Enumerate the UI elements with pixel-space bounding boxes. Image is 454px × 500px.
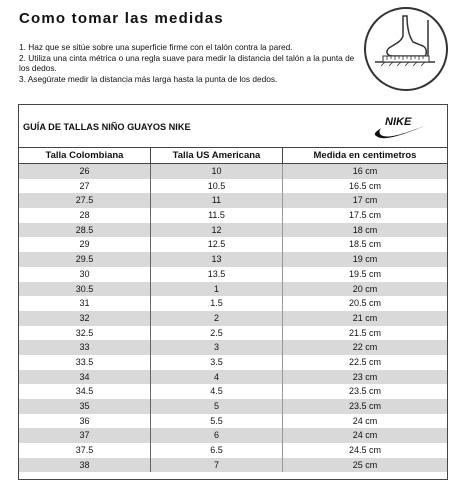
column-header-us: Talla US Americana bbox=[151, 148, 283, 163]
cell-talla-us: 4.5 bbox=[151, 384, 283, 399]
table-row bbox=[19, 399, 447, 414]
cell-talla-co: 33.5 bbox=[19, 355, 151, 370]
cell-talla-co: 37.5 bbox=[19, 443, 151, 458]
cell-talla-us: 13.5 bbox=[151, 267, 283, 282]
cell-medida-cm: 19 cm bbox=[283, 252, 447, 267]
cell-talla-co: 34.5 bbox=[19, 384, 151, 399]
cell-medida-cm: 22 cm bbox=[283, 340, 447, 355]
cell-talla-co: 36 bbox=[19, 414, 151, 429]
table-row bbox=[19, 311, 447, 326]
table-row bbox=[19, 340, 447, 355]
cell-medida-cm: 16 cm bbox=[283, 164, 447, 179]
table-row bbox=[19, 355, 447, 370]
cell-talla-us: 12.5 bbox=[151, 237, 283, 252]
cell-talla-co: 34 bbox=[19, 370, 151, 385]
cell-talla-us: 3 bbox=[151, 340, 283, 355]
cell-medida-cm: 22.5 cm bbox=[283, 355, 447, 370]
foot-measure-icon bbox=[363, 6, 449, 92]
cell-talla-us: 5 bbox=[151, 399, 283, 414]
cell-medida-cm: 18 cm bbox=[283, 223, 447, 238]
instruction-1: 1. Haz que se sitúe sobre una superficie firme con el talón contra la pared. bbox=[19, 42, 293, 52]
nike-swoosh-icon bbox=[371, 113, 431, 141]
logo-text: NIKE bbox=[385, 116, 412, 128]
table-row bbox=[19, 414, 447, 429]
cell-talla-us: 11.5 bbox=[151, 208, 283, 223]
cell-medida-cm: 20.5 cm bbox=[283, 296, 447, 311]
table-row bbox=[19, 208, 447, 223]
table-row bbox=[19, 443, 447, 458]
table-row bbox=[19, 223, 447, 238]
instruction-3: 3. Asegúrate medir la distancia más larga hasta la punta de los dedos. bbox=[19, 73, 278, 84]
cell-talla-co: 26 bbox=[19, 164, 151, 179]
cell-medida-cm: 24 cm bbox=[283, 428, 447, 443]
cell-talla-us: 10 bbox=[151, 164, 283, 179]
table-row bbox=[19, 252, 447, 267]
cell-talla-co: 33 bbox=[19, 340, 151, 355]
cell-talla-co: 30.5 bbox=[19, 282, 151, 297]
cell-talla-us: 1.5 bbox=[151, 296, 283, 311]
table-row bbox=[19, 179, 447, 194]
cell-talla-co: 38 bbox=[19, 458, 151, 473]
cell-medida-cm: 21.5 cm bbox=[283, 326, 447, 341]
table-row bbox=[19, 370, 447, 385]
cell-talla-co: 32.5 bbox=[19, 326, 151, 341]
cell-talla-co: 31 bbox=[19, 296, 151, 311]
cell-talla-us: 2 bbox=[151, 311, 283, 326]
table-row bbox=[19, 458, 447, 473]
column-header-cm: Medida en centimetros bbox=[313, 150, 417, 161]
cell-talla-co: 27 bbox=[19, 179, 151, 194]
cell-medida-cm: 23.5 cm bbox=[283, 384, 447, 399]
cell-talla-us: 4 bbox=[151, 370, 283, 385]
table-body bbox=[19, 164, 447, 472]
cell-talla-co: 28 bbox=[19, 208, 151, 223]
cell-talla-us: 10.5 bbox=[151, 179, 283, 194]
table-header-bar bbox=[19, 105, 447, 148]
cell-medida-cm: 24 cm bbox=[283, 414, 447, 429]
instruction-2: 2. Utiliza una cinta métrica o una regla suave para medir la distancia del talón a la punta de los dedos. bbox=[19, 52, 355, 74]
cell-talla-us: 1 bbox=[151, 282, 283, 297]
table-row bbox=[19, 267, 447, 282]
cell-talla-us: 13 bbox=[151, 252, 283, 267]
cell-medida-cm: 20 cm bbox=[283, 282, 447, 297]
cell-talla-co: 27.5 bbox=[19, 193, 151, 208]
size-guide-table bbox=[18, 104, 448, 480]
table-row bbox=[19, 296, 447, 311]
column-header-co: Talla Colombiana bbox=[19, 148, 151, 163]
cell-talla-co: 32 bbox=[19, 311, 151, 326]
cell-medida-cm: 18.5 cm bbox=[283, 237, 447, 252]
cell-talla-us: 6 bbox=[151, 428, 283, 443]
table-row bbox=[19, 237, 447, 252]
cell-talla-us: 3.5 bbox=[151, 355, 283, 370]
cell-medida-cm: 16.5 cm bbox=[283, 179, 447, 194]
cell-medida-cm: 21 cm bbox=[283, 311, 447, 326]
table-row bbox=[19, 326, 447, 341]
cell-talla-us: 5.5 bbox=[151, 414, 283, 429]
table-row bbox=[19, 282, 447, 297]
cell-talla-us: 7 bbox=[151, 458, 283, 473]
cell-talla-co: 29 bbox=[19, 237, 151, 252]
table-title: GUÍA DE TALLAS NIÑO GUAYOS NIKE bbox=[23, 122, 191, 132]
page-title: Como tomar las medidas bbox=[19, 10, 224, 27]
cell-medida-cm: 19.5 cm bbox=[283, 267, 447, 282]
cell-talla-co: 29.5 bbox=[19, 252, 151, 267]
cell-talla-us: 12 bbox=[151, 223, 283, 238]
cell-talla-co: 37 bbox=[19, 428, 151, 443]
cell-talla-co: 30 bbox=[19, 267, 151, 282]
cell-medida-cm: 25 cm bbox=[283, 458, 447, 473]
cell-medida-cm: 24.5 cm bbox=[283, 443, 447, 458]
table-row bbox=[19, 164, 447, 179]
table-row bbox=[19, 384, 447, 399]
cell-talla-co: 28.5 bbox=[19, 223, 151, 238]
column-headers bbox=[19, 148, 447, 164]
cell-talla-us: 11 bbox=[151, 193, 283, 208]
cell-medida-cm: 17 cm bbox=[283, 193, 447, 208]
instructions bbox=[19, 42, 364, 84]
table-row bbox=[19, 428, 447, 443]
cell-medida-cm: 23.5 cm bbox=[283, 399, 447, 414]
cell-medida-cm: 23 cm bbox=[283, 370, 447, 385]
cell-talla-us: 6.5 bbox=[151, 443, 283, 458]
cell-medida-cm: 17.5 cm bbox=[283, 208, 447, 223]
cell-talla-us: 2.5 bbox=[151, 326, 283, 341]
table-row bbox=[19, 193, 447, 208]
cell-talla-co: 35 bbox=[19, 399, 151, 414]
